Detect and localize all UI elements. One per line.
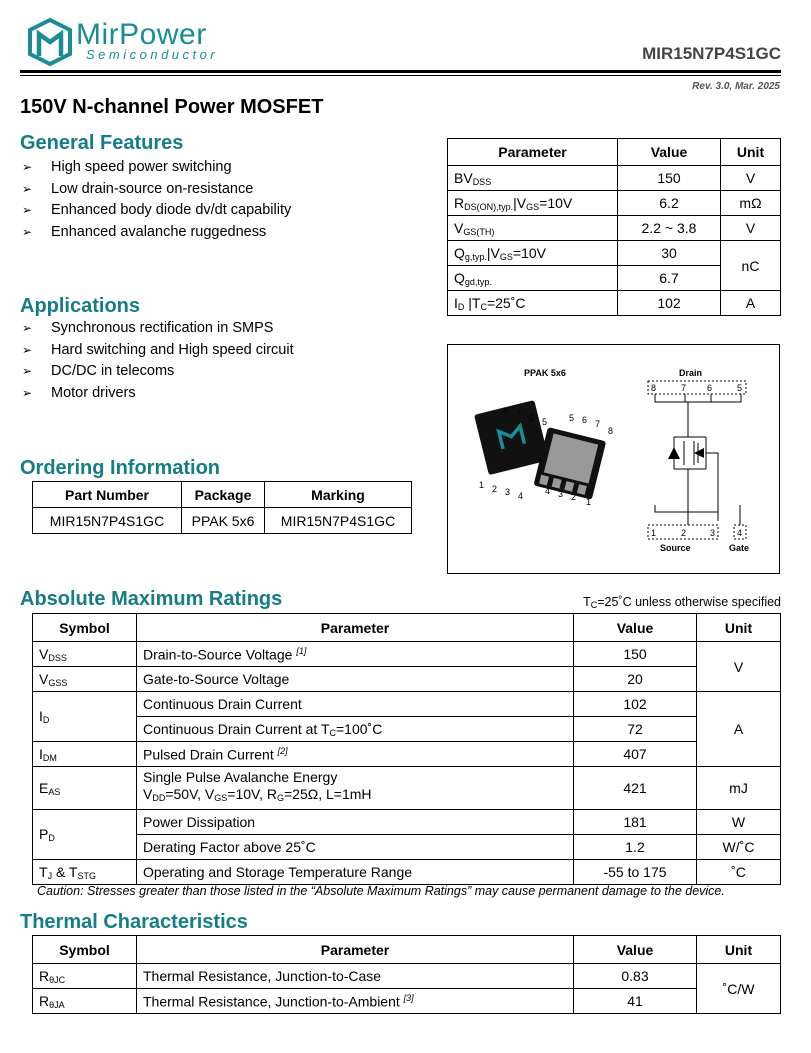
applications-list	[20, 318, 294, 404]
param-cell: Derating Factor above 25˚C	[137, 835, 574, 860]
part-number-cell: MIR15N7P4S1GC	[33, 508, 182, 534]
table-header: Unit	[697, 614, 781, 642]
marking-cell: MIR15N7P4S1GC	[265, 508, 412, 534]
table-header: Package	[182, 482, 265, 508]
param-cell: Operating and Storage Temperature Range	[137, 860, 574, 885]
abs-max-condition: $T_C=25˚C$ unless otherwise specified	[583, 595, 781, 610]
list-item: ➢ Motor drivers	[20, 383, 294, 405]
param-cell: Drain-to-Source Voltage [1]	[137, 642, 574, 667]
abs-max-heading: Absolute Maximum Ratings	[20, 588, 283, 610]
table-header: Symbol	[33, 936, 137, 964]
svg-text:8: 8	[608, 426, 614, 436]
unit-cell: ˚C	[697, 860, 781, 885]
param-cell: Thermal Resistance, Junction-to-Case	[137, 964, 574, 989]
package-front	[474, 400, 549, 475]
svg-text:2: 2	[492, 484, 498, 494]
list-item: ➢ Enhanced body diode dv/dt capability	[20, 200, 291, 222]
thermal-heading: Thermal Characteristics	[20, 911, 248, 933]
table-row	[33, 835, 781, 860]
table-header: Parameter	[448, 139, 618, 166]
header-rule	[20, 70, 781, 73]
table-row	[33, 667, 781, 692]
unit-cell: mΩ	[721, 191, 781, 216]
svg-text:7: 7	[681, 383, 687, 393]
gate-pin: 4	[737, 528, 743, 538]
table-row	[448, 241, 781, 266]
source-pins	[651, 528, 715, 538]
back-top-pins	[569, 413, 613, 436]
svg-text:3: 3	[558, 489, 564, 499]
svg-text:2: 2	[571, 492, 577, 502]
svg-text:7: 7	[595, 419, 601, 429]
symbol-cell: $P_D$	[33, 810, 137, 860]
list-item: ➢ Low drain-source on-resistance	[20, 179, 291, 201]
value-cell: 150	[618, 166, 721, 191]
svg-text:6: 6	[707, 383, 713, 393]
table-header: Marking	[265, 482, 412, 508]
value-cell: 407	[574, 742, 697, 767]
list-item: ➢ DC/DC in telecoms	[20, 361, 294, 383]
table-header: Parameter	[137, 614, 574, 642]
mosfet-symbol	[655, 394, 741, 521]
ordering-heading: Ordering Information	[20, 457, 220, 479]
drain-label: Drain	[679, 368, 703, 378]
package-cell: PPAK 5x6	[182, 508, 265, 534]
unit-cell: nC	[721, 241, 781, 291]
param-cell: $BV_{DSS}$	[448, 166, 618, 191]
value-cell: 0.83	[574, 964, 697, 989]
param-cell: $R_{DS(ON),typ.}|V_{GS}=10V$	[448, 191, 618, 216]
key-parameters-table	[447, 138, 781, 316]
list-item: ➢ Hard switching and High speed circuit	[20, 340, 294, 362]
brand-subtitle: Semiconductor	[86, 47, 219, 62]
svg-text:3: 3	[710, 528, 716, 538]
table-row	[33, 717, 781, 742]
value-cell: 181	[574, 810, 697, 835]
svg-text:6: 6	[529, 413, 535, 423]
param-cell: Thermal Resistance, Junction-to-Ambient [3]	[137, 989, 574, 1014]
table-header: Value	[618, 139, 721, 166]
table-header: Part Number	[33, 482, 182, 508]
table-row	[33, 810, 781, 835]
source-label: Source	[660, 543, 691, 553]
symbol-cell: $V_{DSS}$	[33, 642, 137, 667]
table-header: Parameter	[137, 936, 574, 964]
table-row	[448, 291, 781, 316]
drain-pins	[651, 383, 742, 393]
thermal-table	[32, 935, 781, 1014]
svg-text:5: 5	[737, 383, 743, 393]
param-cell: $V_{GS(TH)}$	[448, 216, 618, 241]
table-header: Unit	[697, 936, 781, 964]
document-title: 150V N-channel Power MOSFET	[20, 96, 324, 118]
value-cell: 150	[574, 642, 697, 667]
list-item: ➢ Enhanced avalanche ruggedness	[20, 222, 291, 244]
caution-note: Caution: Stresses greater than those listed in the “Absolute Maximum Ratings” may cause permanent damage to the device.	[37, 884, 725, 898]
table-header: Unit	[721, 139, 781, 166]
symbol-cell: $E_{AS}$	[33, 767, 137, 810]
value-cell: 2.2 ~ 3.8	[618, 216, 721, 241]
symbol-cell: $T_J$ & $T_{STG}$	[33, 860, 137, 885]
gate-label: Gate	[729, 543, 750, 553]
unit-cell: mJ	[697, 767, 781, 810]
package-drawing	[448, 345, 779, 573]
symbol-cell: $R_{\theta JC}$	[33, 964, 137, 989]
header-rule-thin	[20, 75, 781, 76]
unit-cell: W	[697, 810, 781, 835]
param-cell: Continuous Drain Current	[137, 692, 574, 717]
svg-text:3: 3	[505, 487, 511, 497]
svg-text:5: 5	[569, 413, 575, 423]
abs-max-table	[32, 613, 781, 885]
list-item: ➢ Synchronous rectification in SMPS	[20, 318, 294, 340]
value-cell: 41	[574, 989, 697, 1014]
table-row	[33, 989, 781, 1014]
ordering-table	[32, 481, 412, 534]
table-row	[33, 767, 781, 810]
param-cell: $I_D$ $|T_C=25˚C$	[448, 291, 618, 316]
table-row	[33, 692, 781, 717]
front-bottom-pins	[479, 480, 523, 501]
param-cell: $Q_{gd,typ.}$	[448, 266, 618, 291]
param-cell: Continuous Drain Current at $T_C=100˚C$	[137, 717, 574, 742]
drain-pin-group	[648, 381, 746, 394]
channel-arrow-icon	[694, 448, 704, 458]
body-diode-icon	[668, 447, 680, 459]
svg-text:5: 5	[542, 417, 548, 427]
svg-text:4: 4	[518, 491, 524, 501]
param-cell: Pulsed Drain Current [2]	[137, 742, 574, 767]
value-cell: 102	[618, 291, 721, 316]
value-cell: 1.2	[574, 835, 697, 860]
svg-text:7: 7	[516, 409, 522, 419]
value-cell: 102	[574, 692, 697, 717]
unit-cell: ˚C/W	[697, 964, 781, 1014]
value-cell: 72	[574, 717, 697, 742]
symbol-cell: $V_{GSS}$	[33, 667, 137, 692]
header-part-number: MIR15N7P4S1GC	[642, 44, 781, 63]
table-row	[448, 216, 781, 241]
value-cell: 421	[574, 767, 697, 810]
value-cell: -55 to 175	[574, 860, 697, 885]
unit-cell: A	[697, 692, 781, 767]
param-cell: Power Dissipation	[137, 810, 574, 835]
package-name: PPAK 5x6	[524, 368, 566, 378]
features-list	[20, 157, 291, 243]
revision-label: Rev. 3.0, Mar. 2025	[692, 81, 780, 92]
table-row	[33, 964, 781, 989]
table-row	[33, 742, 781, 767]
unit-cell: V	[721, 166, 781, 191]
table-row	[33, 508, 412, 534]
value-cell: 6.2	[618, 191, 721, 216]
svg-text:4: 4	[545, 486, 551, 496]
svg-text:1: 1	[586, 497, 592, 507]
param-cell: $Q_{g,typ.}|V_{GS}=10V$	[448, 241, 618, 266]
symbol-cell: $R_{\theta JA}$	[33, 989, 137, 1014]
table-header: Value	[574, 936, 697, 964]
value-cell: 30	[618, 241, 721, 266]
value-cell: 20	[574, 667, 697, 692]
param-cell: Gate-to-Source Voltage	[137, 667, 574, 692]
unit-cell: V	[697, 642, 781, 692]
mirpower-logo-icon	[26, 16, 74, 68]
list-item: ➢ High speed power switching	[20, 157, 291, 179]
svg-text:8: 8	[503, 406, 509, 416]
svg-text:6: 6	[582, 415, 588, 425]
applications-heading: Applications	[20, 295, 141, 317]
symbol-cell: $I_{DM}$	[33, 742, 137, 767]
table-header: Value	[574, 614, 697, 642]
value-cell: 6.7	[618, 266, 721, 291]
features-heading: General Features	[20, 132, 184, 154]
table-row	[33, 642, 781, 667]
svg-text:8: 8	[651, 383, 657, 393]
table-row	[448, 166, 781, 191]
unit-cell: A	[721, 291, 781, 316]
table-row	[448, 191, 781, 216]
table-header: Symbol	[33, 614, 137, 642]
param-cell: Single Pulse Avalanche Energy $V_{DD}=50V$, $V_{GS}=10V$, $R_G=25\Omega$, L=1mH	[137, 767, 574, 810]
unit-cell: W/˚C	[697, 835, 781, 860]
package-diagram	[447, 344, 780, 574]
svg-text:1: 1	[651, 528, 657, 538]
brand-name: MirPower	[76, 18, 207, 51]
svg-text:1: 1	[479, 480, 485, 490]
table-row	[33, 860, 781, 885]
svg-text:2: 2	[681, 528, 687, 538]
unit-cell: V	[721, 216, 781, 241]
symbol-cell: $I_D$	[33, 692, 137, 742]
